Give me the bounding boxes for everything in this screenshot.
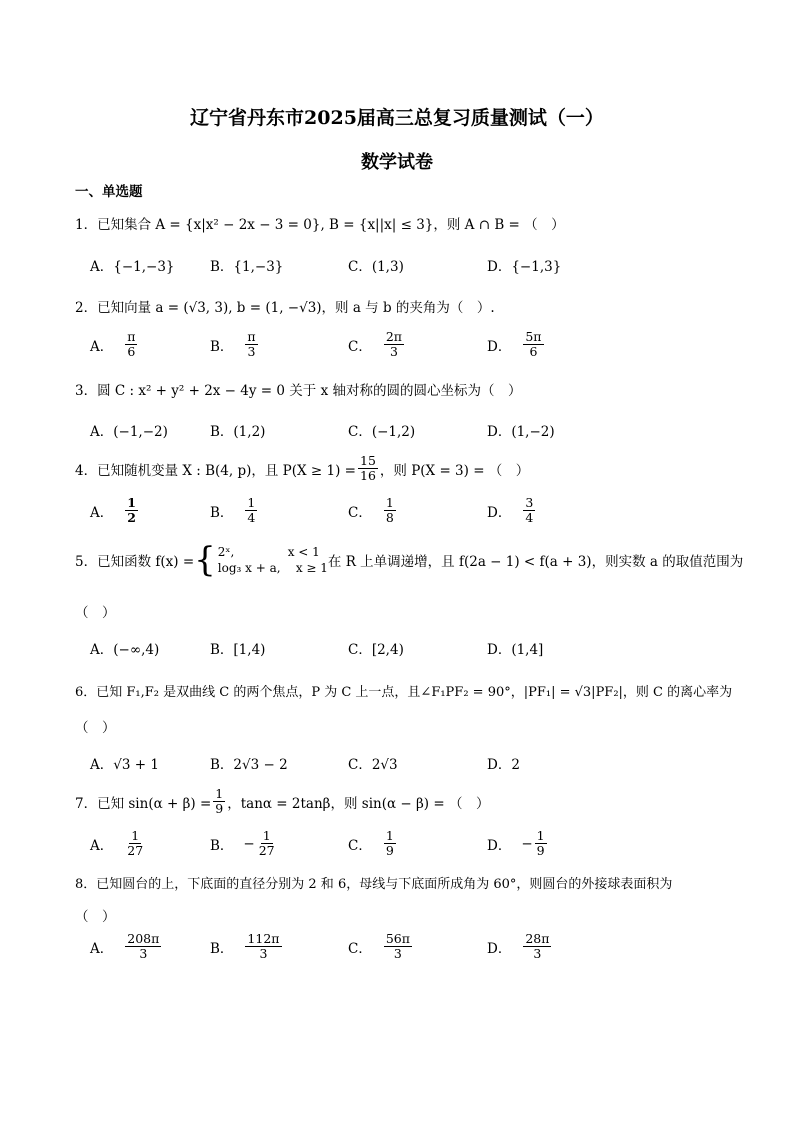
denominator: 4 bbox=[247, 510, 256, 526]
numerator: π bbox=[247, 329, 256, 344]
fraction bbox=[245, 496, 257, 526]
question-8-option-c[interactable] bbox=[348, 932, 414, 962]
question-4-option-d[interactable] bbox=[487, 496, 537, 526]
denominator: 3 bbox=[389, 344, 398, 360]
question-3-option-a[interactable]: A．(−1,−2) bbox=[90, 424, 168, 440]
question-2-option-c[interactable] bbox=[348, 330, 406, 360]
denominator: 9 bbox=[536, 843, 545, 859]
denominator: 9 bbox=[385, 843, 394, 859]
question-1-option-d[interactable]: D．{−1,3} bbox=[487, 259, 562, 275]
question-5-option-c[interactable]: C．[2,4) bbox=[348, 642, 404, 658]
question-6-option-a[interactable]: A．√3 + 1 bbox=[90, 757, 159, 773]
option-label: B． bbox=[210, 338, 234, 355]
option-label: D． bbox=[487, 837, 512, 854]
option-label: D． bbox=[487, 940, 512, 957]
denominator: 27 bbox=[127, 843, 144, 859]
stem-text: 在 R 上单调递增，且 f(2a − 1) < f(a + 3)，则实数 a 的取值范围为 bbox=[327, 554, 744, 570]
denominator: 27 bbox=[258, 843, 275, 859]
question-5-option-a[interactable]: A．(−∞,4) bbox=[90, 642, 160, 658]
question-7-option-c[interactable] bbox=[348, 829, 398, 859]
question-5-option-d[interactable]: D．(1,4] bbox=[487, 642, 544, 658]
question-2-option-b[interactable] bbox=[210, 330, 260, 360]
question-3-stem: 3．圆 C : x² + y² + 2x − 4y = 0 关于 x 轴对称的圆的圆心坐标为（ ） bbox=[75, 383, 522, 399]
question-7-option-a[interactable] bbox=[90, 829, 147, 859]
numerator: 15 bbox=[360, 453, 376, 468]
denominator: 3 bbox=[139, 946, 148, 962]
numerator: 1 bbox=[215, 786, 224, 801]
fraction bbox=[125, 932, 161, 962]
fraction bbox=[245, 932, 281, 962]
stem-text: 4．已知随机变量 X : B(4, p)，且 P(X ≥ 1) = bbox=[75, 462, 356, 479]
sign: − bbox=[243, 835, 255, 852]
numerator: 112π bbox=[247, 931, 280, 946]
option-label: C． bbox=[348, 504, 372, 521]
numerator: 1 bbox=[385, 828, 394, 843]
option-label: C． bbox=[348, 940, 372, 957]
denominator: 3 bbox=[393, 946, 402, 962]
question-5-stem-line2: （ ） bbox=[75, 605, 116, 621]
option-label: D． bbox=[487, 338, 512, 355]
option-label: B． bbox=[210, 504, 234, 521]
denominator: 2 bbox=[127, 510, 136, 526]
section-heading: 一、单选题 bbox=[75, 184, 143, 200]
denominator: 6 bbox=[529, 344, 538, 360]
question-6-option-b[interactable]: B．2√3 − 2 bbox=[210, 757, 288, 773]
piecewise-function bbox=[194, 540, 328, 580]
option-label: D． bbox=[487, 504, 512, 521]
function-cases bbox=[218, 544, 328, 576]
numerator: 1 bbox=[536, 828, 545, 843]
fraction bbox=[257, 829, 277, 859]
option-label: A． bbox=[90, 338, 114, 355]
exam-title: 辽宁省丹东市2025届高三总复习质量测试（一） bbox=[190, 107, 604, 129]
question-8-option-a[interactable] bbox=[90, 932, 163, 962]
denominator: 3 bbox=[533, 946, 542, 962]
question-2-option-a[interactable] bbox=[90, 330, 139, 360]
fraction bbox=[523, 496, 535, 526]
numerator: 1 bbox=[131, 828, 140, 843]
question-6-stem-line2: （ ） bbox=[75, 720, 116, 736]
fraction bbox=[523, 932, 551, 962]
denominator: 4 bbox=[525, 510, 534, 526]
numerator: π bbox=[127, 329, 136, 344]
numerator: 1 bbox=[385, 495, 394, 510]
denominator: 3 bbox=[259, 946, 268, 962]
fraction bbox=[125, 829, 145, 859]
exam-subtitle: 数学试卷 bbox=[361, 152, 433, 173]
numerator: 208π bbox=[127, 931, 160, 946]
question-6-stem: 6．已知 F₁,F₂ 是双曲线 C 的两个焦点，P 为 C 上一点，且∠F₁PF₂ = 90°，|PF₁| = √3|PF₂|，则 C 的离心率为 bbox=[75, 685, 733, 700]
numerator: 3 bbox=[525, 495, 534, 510]
stem-text: ，tanα = 2tanβ，则 sin(α − β) = （ ） bbox=[227, 795, 490, 812]
question-2-stem: 2．已知向量 a = (√3, 3), b = (1, −√3)，则 a 与 b 的夹角为（ ）. bbox=[75, 300, 495, 316]
fraction bbox=[213, 787, 225, 817]
stem-text: ，则 P(X = 3) = （ ） bbox=[379, 462, 530, 479]
question-5-option-b[interactable]: B．[1,4) bbox=[210, 642, 266, 658]
numerator: 1 bbox=[127, 495, 136, 510]
denominator: 6 bbox=[127, 344, 136, 360]
fraction bbox=[535, 829, 547, 859]
sign: − bbox=[521, 835, 533, 852]
question-8-option-b[interactable] bbox=[210, 932, 284, 962]
question-4-stem bbox=[75, 454, 529, 484]
question-8-stem-line2: （ ） bbox=[75, 909, 116, 925]
question-1-option-b[interactable]: B．{1,−3} bbox=[210, 259, 284, 275]
numerator: 1 bbox=[262, 828, 271, 843]
question-4-option-b[interactable] bbox=[210, 496, 259, 526]
question-4-option-c[interactable] bbox=[348, 496, 398, 526]
case-2: log₃ x + a, x ≥ 1 bbox=[217, 561, 328, 575]
left-brace: { bbox=[194, 540, 216, 580]
case-1: 2ˣ, x < 1 bbox=[217, 544, 320, 559]
question-4-option-a[interactable] bbox=[90, 496, 140, 526]
fraction bbox=[125, 496, 138, 526]
fraction bbox=[384, 932, 412, 962]
numerator: 2π bbox=[385, 329, 403, 344]
stem-text: 5．已知函数 f(x) = bbox=[75, 554, 195, 570]
denominator: 3 bbox=[247, 344, 256, 360]
option-label: C． bbox=[348, 837, 372, 854]
fraction bbox=[384, 496, 396, 526]
option-label: C． bbox=[348, 338, 372, 355]
question-3-option-d[interactable]: D．(1,−2) bbox=[487, 424, 555, 440]
numerator: 1 bbox=[247, 495, 256, 510]
question-7-option-d[interactable] bbox=[487, 829, 549, 859]
option-label: B． bbox=[210, 940, 234, 957]
denominator: 8 bbox=[385, 510, 394, 526]
numerator: 28π bbox=[525, 931, 550, 946]
numerator: 5π bbox=[525, 329, 542, 344]
question-8-option-d[interactable] bbox=[487, 932, 553, 962]
fraction bbox=[384, 829, 396, 859]
fraction bbox=[245, 330, 257, 360]
numerator: 56π bbox=[385, 931, 410, 946]
option-label: A． bbox=[90, 940, 114, 957]
question-3-option-c[interactable]: C．(−1,2) bbox=[348, 424, 416, 440]
question-7-stem bbox=[75, 787, 489, 817]
option-label: B． bbox=[210, 837, 234, 854]
question-1-option-a[interactable]: A．{−1,−3} bbox=[90, 259, 175, 275]
fraction bbox=[384, 330, 404, 360]
fraction bbox=[125, 330, 137, 360]
question-1-option-c[interactable]: C．(1,3) bbox=[348, 259, 404, 275]
denominator: 16 bbox=[360, 468, 376, 484]
question-7-option-b[interactable] bbox=[210, 829, 279, 859]
question-8-stem: 8．已知圆台的上，下底面的直径分别为 2 和 6，母线与下底面所成角为 60°，则圆台的外接球表面积为 bbox=[75, 877, 673, 892]
option-label: A． bbox=[90, 504, 114, 521]
question-2-option-d[interactable] bbox=[487, 330, 546, 360]
fraction bbox=[358, 454, 378, 484]
question-5-stem bbox=[75, 540, 744, 580]
question-6-option-c[interactable]: C．2√3 bbox=[348, 757, 398, 773]
question-6-option-d[interactable]: D．2 bbox=[487, 757, 520, 773]
denominator: 9 bbox=[215, 801, 224, 817]
option-label: A． bbox=[90, 837, 114, 854]
question-1-stem: 1．已知集合 A = {x|x² − 2x − 3 = 0}, B = {x||x| ≤ 3}，则 A ∩ B = （ ） bbox=[75, 217, 565, 233]
stem-text: 7．已知 sin(α + β) = bbox=[75, 795, 212, 812]
fraction bbox=[523, 330, 543, 360]
question-3-option-b[interactable]: B．(1,2) bbox=[210, 424, 266, 440]
